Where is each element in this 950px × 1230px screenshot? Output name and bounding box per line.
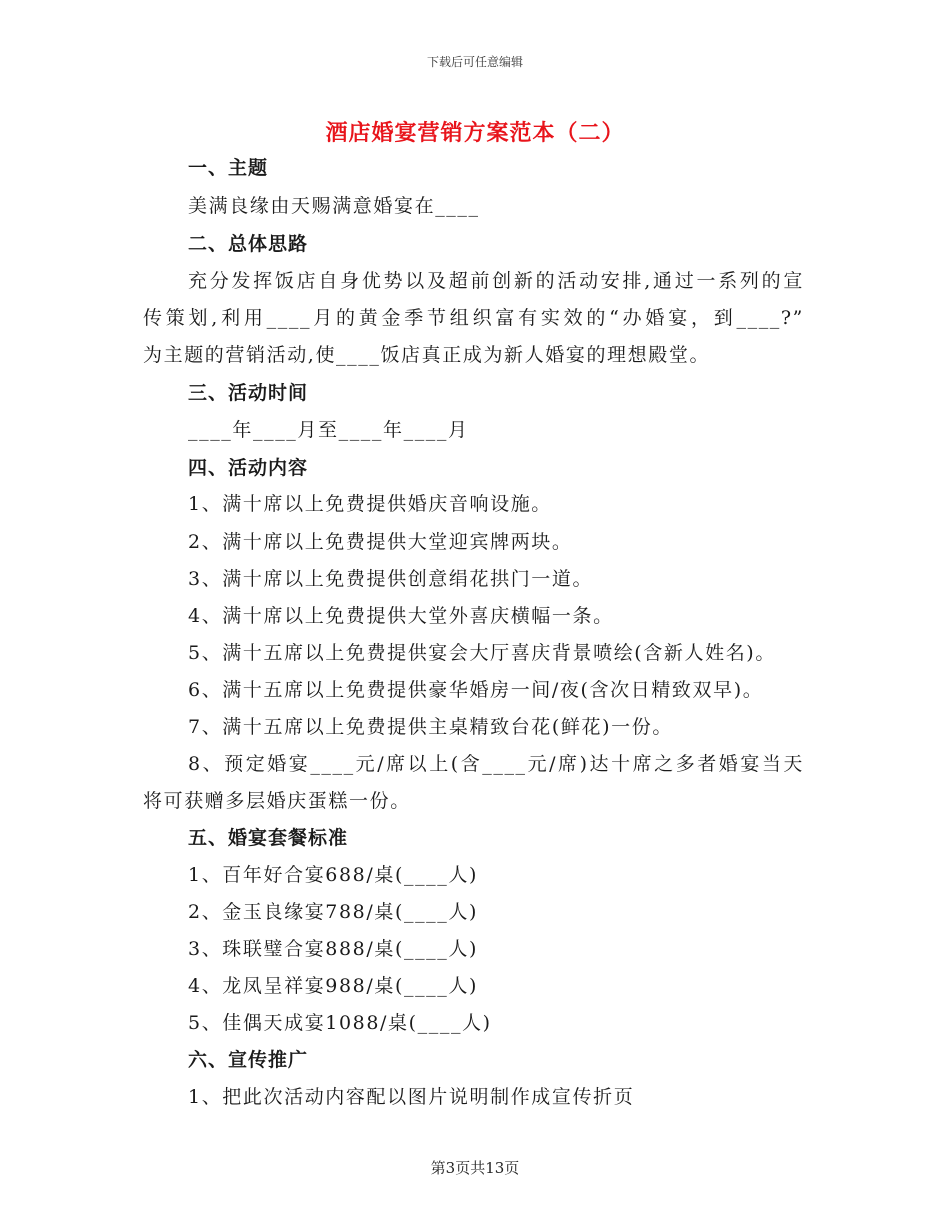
- section-heading-promotion: 六、宣传推广: [188, 1049, 309, 1071]
- list-item-package-2: 2、金玉良缘宴788/桌(____人): [188, 901, 478, 923]
- list-item-content-7: 7、满十五席以上免费提供主桌精致台花(鲜花)一份。: [188, 716, 673, 738]
- paragraph-theme: 美满良缘由天赐满意婚宴在____: [188, 195, 480, 217]
- list-item-package-5: 5、佳偶天成宴1088/桌(____人): [188, 1012, 492, 1034]
- paragraph-overall-idea-line-3: 为主题的营销活动,使____饭店真正成为新人婚宴的理想殿堂。: [143, 344, 711, 366]
- list-item-content-5: 5、满十五席以上免费提供宴会大厅喜庆背景喷绘(含新人姓名)。: [188, 642, 776, 664]
- section-heading-theme: 一、主题: [188, 157, 269, 179]
- page-number-footer: 第3页共13页: [430, 1159, 520, 1177]
- list-item-content-8-line-2: 将可获赠多层婚庆蛋糕一份。: [143, 790, 411, 812]
- document-title: 酒店婚宴营销方案范本（二）: [325, 120, 625, 146]
- list-item-promotion-1: 1、把此次活动内容配以图片说明制作成宣传折页: [188, 1086, 635, 1108]
- list-item-package-3: 3、珠联璧合宴888/桌(____人): [188, 938, 478, 960]
- paragraph-overall-idea-line-1: 充分发挥饭店自身优势以及超前创新的活动安排,通过一系列的宣: [188, 270, 804, 292]
- list-item-content-4: 4、满十席以上免费提供大堂外喜庆横幅一条。: [188, 605, 614, 627]
- section-heading-package-standard: 五、婚宴套餐标准: [188, 827, 349, 849]
- list-item-content-6: 6、满十五席以上免费提供豪华婚房一间/夜(含次日精致双早)。: [188, 679, 764, 701]
- section-heading-activity-content: 四、活动内容: [188, 457, 309, 479]
- list-item-content-1: 1、满十席以上免费提供婚庆音响设施。: [188, 493, 552, 515]
- list-item-package-1: 1、百年好合宴688/桌(____人): [188, 864, 478, 886]
- paragraph-activity-time: ____年____月至____年____月: [188, 419, 469, 441]
- list-item-content-2: 2、满十席以上免费提供大堂迎宾牌两块。: [188, 531, 573, 553]
- section-heading-overall-idea: 二、总体思路: [188, 233, 309, 255]
- list-item-package-4: 4、龙凤呈祥宴988/桌(____人): [188, 975, 478, 997]
- list-item-content-8-line-1: 8、预定婚宴____元/席以上(含____元/席)达十席之多者婚宴当天: [188, 753, 804, 775]
- paragraph-overall-idea-line-2: 传策划,利用____月的黄金季节组织富有实效的“办婚宴，到____?”: [143, 307, 804, 329]
- list-item-content-3: 3、满十席以上免费提供创意绢花拱门一道。: [188, 568, 594, 590]
- header-note: 下载后可任意编辑: [426, 55, 523, 69]
- section-heading-activity-time: 三、活动时间: [188, 382, 309, 404]
